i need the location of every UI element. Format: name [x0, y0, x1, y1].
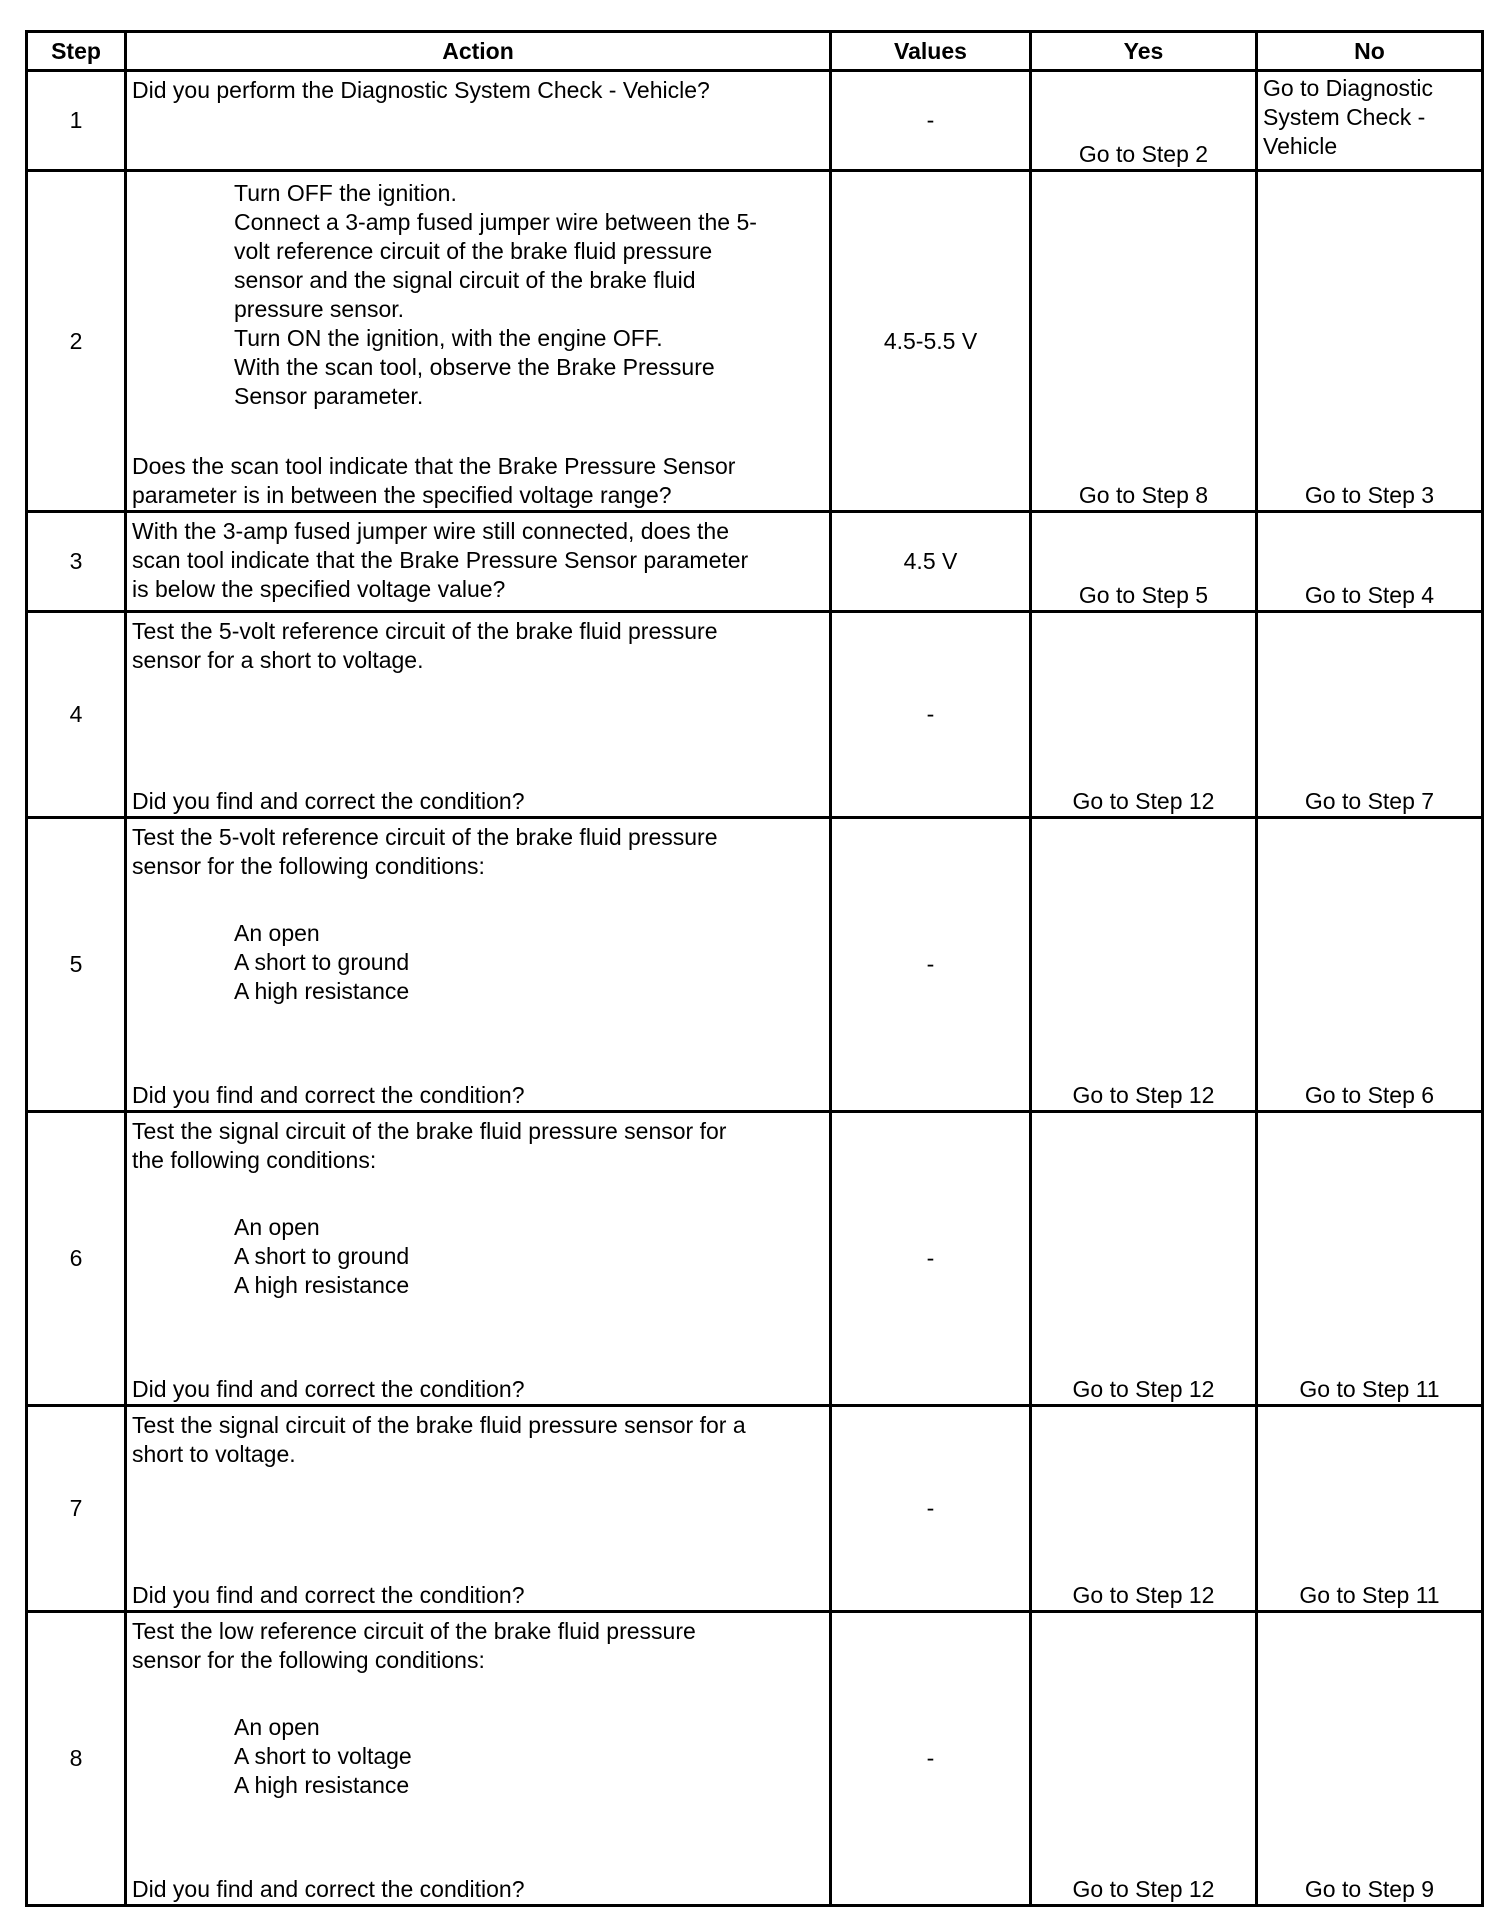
yes-cell: [1031, 71, 1257, 171]
step-number: 5: [27, 818, 126, 1112]
no-link[interactable]: Go to Step 11: [1299, 1582, 1440, 1608]
action-question: Did you find and correct the condition?: [132, 1082, 525, 1108]
action-cell: [126, 1112, 831, 1406]
yes-link[interactable]: Go to Step 2: [1078, 141, 1209, 167]
table-row: [27, 1112, 1483, 1406]
value-cell: 4.5 V: [831, 512, 1031, 612]
yes-link[interactable]: Go to Step 12: [1072, 788, 1215, 814]
action-line: Turn ON the ignition, with the engine OFF.: [234, 325, 663, 351]
action-line: Test the 5-volt reference circuit of the brake fluid pressure: [132, 824, 718, 850]
condition-item: A high resistance: [234, 1772, 410, 1798]
action-line: scan tool indicate that the Brake Pressure Sensor parameter: [132, 547, 749, 573]
no-cell: [1257, 1612, 1483, 1906]
no-link[interactable]: Go to Step 9: [1304, 1876, 1435, 1902]
diagnostic-table: [25, 30, 1484, 1907]
value-cell: -: [831, 1612, 1031, 1906]
action-line: sensor for the following conditions:: [132, 853, 485, 879]
action-line: Did you perform the Diagnostic System Check - Vehicle?: [132, 77, 710, 103]
action-question: Did you find and correct the condition?: [132, 1376, 525, 1402]
no-cell: [1257, 171, 1483, 512]
no-link[interactable]: Go to Step 7: [1304, 788, 1435, 814]
value-cell: -: [831, 612, 1031, 818]
action-line: Turn OFF the ignition.: [234, 180, 457, 206]
condition-item: A short to ground: [234, 949, 410, 975]
condition-item: A high resistance: [234, 1272, 410, 1298]
action-cell: [126, 1612, 831, 1906]
header-no: No: [1257, 32, 1483, 71]
yes-link[interactable]: Go to Step 5: [1078, 582, 1209, 608]
header-step: Step: [27, 32, 126, 71]
table-row: [27, 1612, 1483, 1906]
no-cell: [1257, 512, 1483, 612]
no-link[interactable]: Go to Step 6: [1304, 1082, 1435, 1108]
no-cell: [1257, 818, 1483, 1112]
no-link[interactable]: Go to Step 11: [1299, 1376, 1440, 1402]
action-line: With the 3-amp fused jumper wire still connected, does the: [132, 518, 730, 544]
action-line: Test the low reference circuit of the brake fluid pressure: [132, 1618, 696, 1644]
action-question: Did you find and correct the condition?: [132, 1582, 525, 1608]
action-line: sensor for the following conditions:: [132, 1647, 485, 1673]
step-number: 1: [27, 71, 126, 171]
yes-cell: [1031, 818, 1257, 1112]
table-row: [27, 512, 1483, 612]
step-number: 7: [27, 1406, 126, 1612]
action-cell: [126, 71, 831, 171]
action-line: sensor for a short to voltage.: [132, 647, 424, 673]
no-line: Vehicle: [1263, 133, 1338, 159]
action-line: Sensor parameter.: [234, 383, 424, 409]
condition-item: A high resistance: [234, 978, 410, 1004]
value-cell: -: [831, 1406, 1031, 1612]
action-line: volt reference circuit of the brake fluid pressure: [234, 238, 713, 264]
step-number: 3: [27, 512, 126, 612]
yes-cell: [1031, 171, 1257, 512]
step-number: 6: [27, 1112, 126, 1406]
header-values: Values: [831, 32, 1031, 71]
value-cell: 4.5-5.5 V: [831, 171, 1031, 512]
action-cell: [126, 171, 831, 512]
condition-item: A short to voltage: [234, 1743, 412, 1769]
value-cell: -: [831, 1112, 1031, 1406]
action-line: Test the signal circuit of the brake fluid pressure sensor for a: [132, 1412, 746, 1438]
yes-link[interactable]: Go to Step 12: [1072, 1082, 1215, 1108]
action-cell: [126, 1406, 831, 1612]
yes-link[interactable]: Go to Step 12: [1072, 1876, 1215, 1902]
value-cell: -: [831, 71, 1031, 171]
condition-item: An open: [234, 1214, 320, 1240]
yes-cell: [1031, 1612, 1257, 1906]
no-cell: [1257, 1112, 1483, 1406]
header-action: Action: [126, 32, 831, 71]
yes-cell: [1031, 1406, 1257, 1612]
action-line: With the scan tool, observe the Brake Pressure: [234, 354, 715, 380]
header-yes: Yes: [1031, 32, 1257, 71]
no-line: System Check -: [1263, 104, 1426, 130]
condition-item: A short to ground: [234, 1243, 410, 1269]
table-row: [27, 1406, 1483, 1612]
action-line: sensor and the signal circuit of the brake fluid: [234, 267, 696, 293]
action-line: pressure sensor.: [234, 296, 405, 322]
action-cell: [126, 512, 831, 612]
step-number: 8: [27, 1612, 126, 1906]
condition-item: An open: [234, 1714, 320, 1740]
action-question: Does the scan tool indicate that the Brake Pressure Sensor: [132, 453, 736, 479]
table-row: [27, 818, 1483, 1112]
yes-link[interactable]: Go to Step 8: [1078, 482, 1209, 508]
yes-link[interactable]: Go to Step 12: [1072, 1376, 1215, 1402]
yes-cell: [1031, 1112, 1257, 1406]
action-cell: [126, 818, 831, 1112]
step-number: 4: [27, 612, 126, 818]
action-question: Did you find and correct the condition?: [132, 1876, 525, 1902]
yes-link[interactable]: Go to Step 12: [1072, 1582, 1215, 1608]
no-link[interactable]: [1258, 72, 1481, 161]
action-question: Did you find and correct the condition?: [132, 788, 525, 814]
action-line: the following conditions:: [132, 1147, 377, 1173]
action-line: Test the signal circuit of the brake fluid pressure sensor for: [132, 1118, 727, 1144]
table-row: [27, 171, 1483, 512]
no-cell: [1257, 71, 1483, 171]
yes-cell: [1031, 512, 1257, 612]
action-question: parameter is in between the specified voltage range?: [132, 482, 672, 508]
no-link[interactable]: Go to Step 4: [1304, 582, 1435, 608]
no-cell: [1257, 612, 1483, 818]
table-row: [27, 612, 1483, 818]
table-row: [27, 71, 1483, 171]
action-line: Test the 5-volt reference circuit of the brake fluid pressure: [132, 618, 718, 644]
action-line: is below the specified voltage value?: [132, 576, 506, 602]
yes-cell: [1031, 612, 1257, 818]
value-cell: -: [831, 818, 1031, 1112]
header-row: [27, 32, 1483, 71]
condition-item: An open: [234, 920, 320, 946]
action-cell: [126, 612, 831, 818]
no-line: Go to Diagnostic: [1263, 75, 1434, 101]
no-link[interactable]: Go to Step 3: [1304, 482, 1435, 508]
step-number: 2: [27, 171, 126, 512]
action-line: short to voltage.: [132, 1441, 296, 1467]
action-line: Connect a 3-amp fused jumper wire between the 5-: [234, 209, 757, 235]
no-cell: [1257, 1406, 1483, 1612]
